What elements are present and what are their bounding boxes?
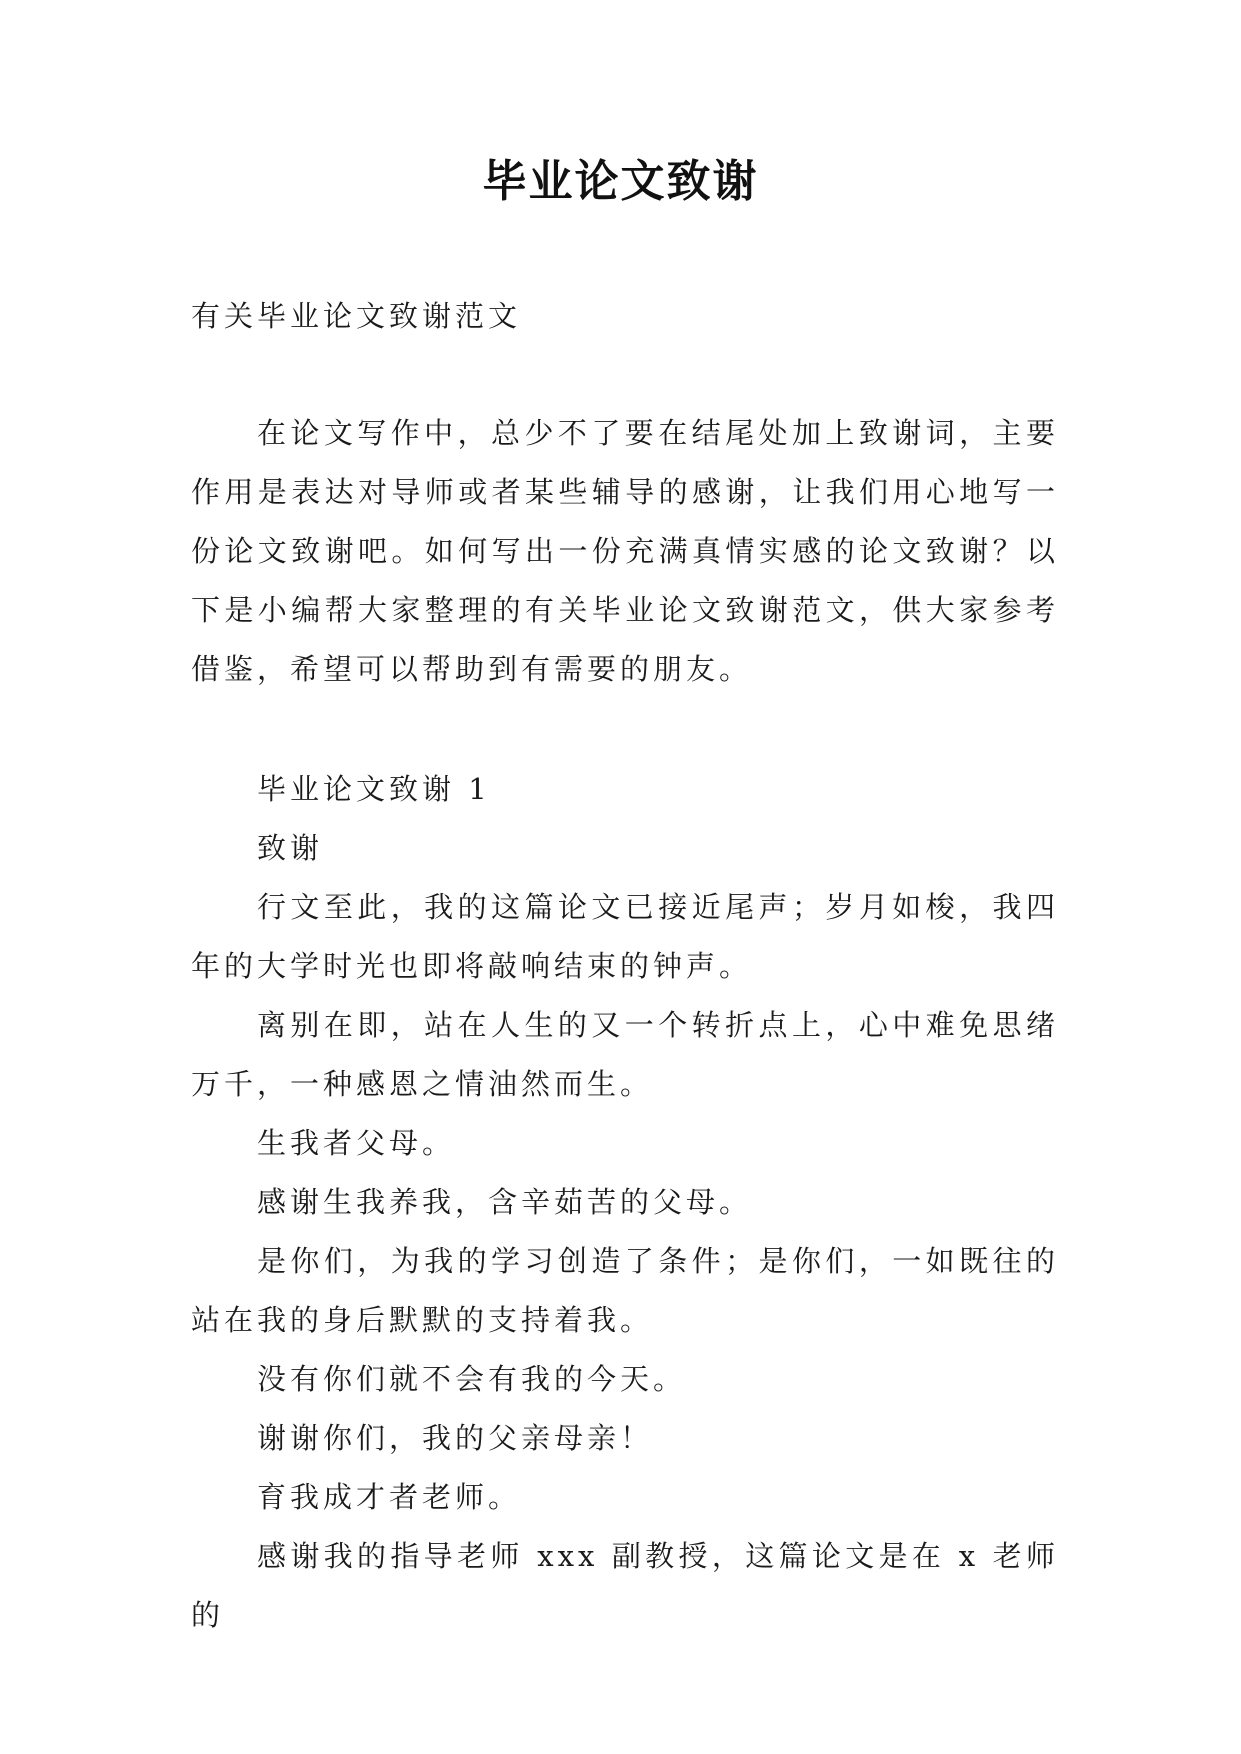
section-heading: 毕业论文致谢 1	[257, 772, 491, 806]
body-paragraph: 谢谢你们，我的父亲母亲！	[257, 1421, 654, 1455]
document-subtitle: 有关毕业论文致谢范文	[191, 299, 522, 333]
body-paragraph: 感谢我的指导老师 xxx 副教授，这篇论文是在 x 老师的	[191, 1539, 1059, 1632]
body-paragraph: 生我者父母。	[257, 1126, 456, 1160]
intro-paragraph: 在论文写作中，总少不了要在结尾处加上致谢词，主要作用是表达对导师或者某些辅导的感谢，让我们用心地写一份论文致谢吧。如何写出一份充满真情实感的论文致谢？以下是小编帮大家整理的有关毕业论文致谢范文，供大家参考借鉴，希望可以帮助到有需要的朋友。	[191, 416, 1059, 686]
document-body	[191, 760, 1059, 1645]
body-paragraph: 感谢生我养我，含辛茹苦的父母。	[257, 1185, 753, 1219]
body-paragraph: 没有你们就不会有我的今天。	[257, 1362, 687, 1396]
body-paragraph: 离别在即，站在人生的又一个转折点上，心中难免思绪万千，一种感恩之情油然而生。	[191, 1008, 1059, 1101]
body-paragraph: 是你们，为我的学习创造了条件；是你们，一如既往的站在我的身后默默的支持着我。	[191, 1244, 1059, 1337]
body-paragraph: 致谢	[257, 831, 324, 865]
body-paragraph: 育我成才者老师。	[257, 1480, 522, 1514]
document-title: 毕业论文致谢	[482, 156, 759, 207]
body-paragraph: 行文至此，我的这篇论文已接近尾声；岁月如梭，我四年的大学时光也即将敲响结束的钟声。	[191, 890, 1059, 983]
